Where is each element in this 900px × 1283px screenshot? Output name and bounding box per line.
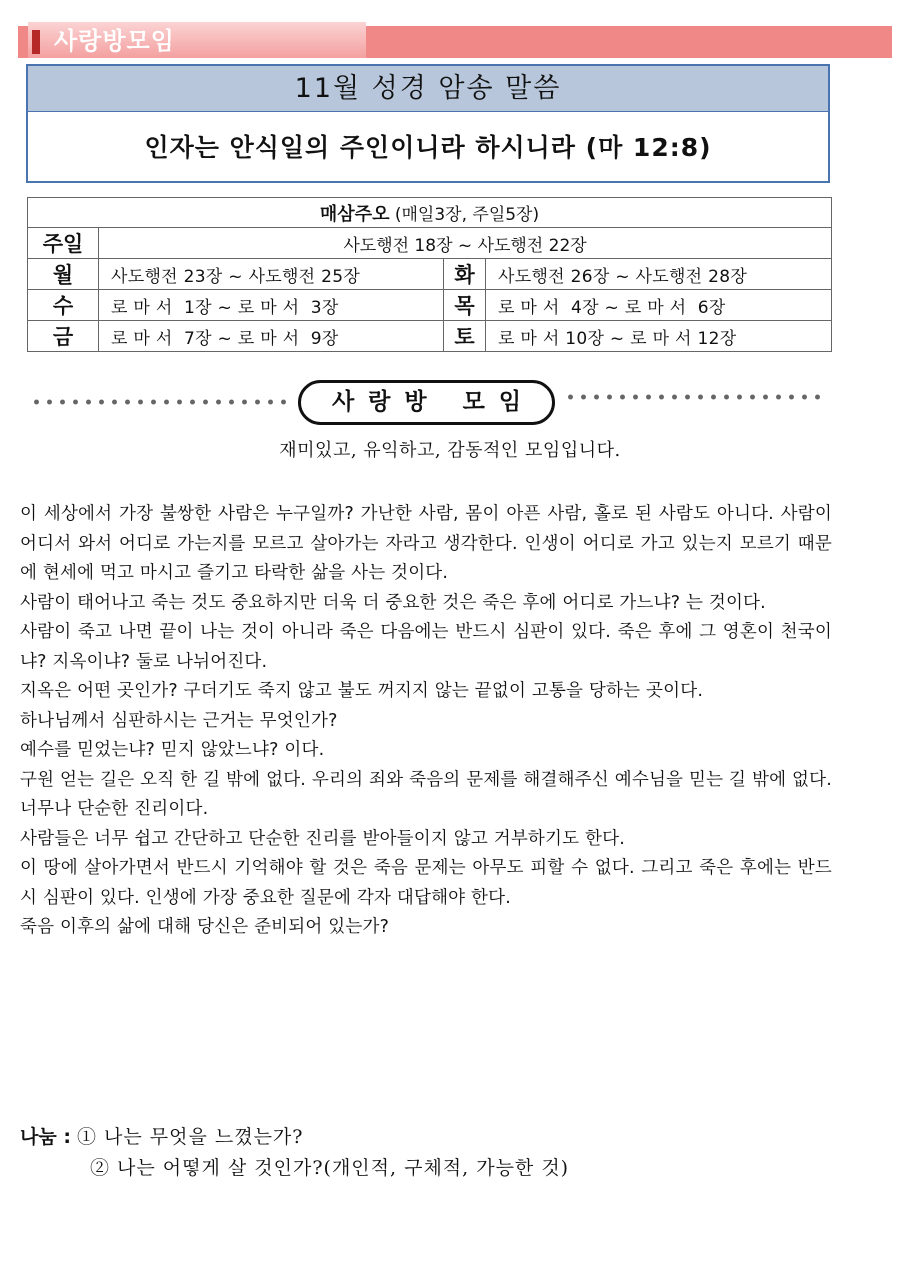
section-pill-title: 사랑방 모임	[298, 380, 555, 425]
paragraph: 예수를 믿었는냐? 믿지 않았느냐? 이다.	[20, 740, 325, 760]
day-label: 화	[444, 259, 486, 290]
memory-verse-box	[26, 64, 830, 183]
dotted-divider-left	[30, 398, 292, 406]
paragraph: 죽음 이후의 삶에 대해 당신은 준비되어 있는가?	[20, 917, 390, 937]
reading-title-row	[28, 198, 832, 228]
reading-range: 로 마 서 4장 ~ 로 마 서 6장	[486, 290, 832, 321]
dotted-divider-right	[564, 393, 826, 401]
reading-range: 사도행전 26장 ~ 사도행전 28장	[486, 259, 832, 290]
corner-decoration	[870, 0, 900, 20]
bible-reading-table	[27, 197, 832, 352]
paragraph: 지옥은 어떤 곳인가? 구더기도 죽지 않고 불도 꺼지지 않는 끝없이 고통을 당하는 곳이다.	[20, 681, 704, 701]
day-label: 주일	[28, 228, 99, 259]
memory-verse-text: 인자는 안식일의 주인이니라 하시니라 (마 12:8)	[144, 133, 712, 162]
reading-range: 사도행전 18장 ~ 사도행전 22장	[99, 228, 832, 259]
header-marker	[32, 30, 40, 54]
paragraph: 구원 얻는 길은 오직 한 길 밖에 없다. 우리의 죄와 죽음의 문제를 해결해주신 예수님을 믿는 길 밖에 없다. 너무나 단순한 진리이다.	[20, 769, 832, 819]
reading-row	[28, 290, 832, 321]
reading-range: 로 마 서 7장 ~ 로 마 서 9장	[99, 321, 444, 352]
paragraph: 하나님께서 심판하시는 근거는 무엇인가?	[20, 710, 338, 731]
sharing-question-2: ② 나는 어떻게 살 것인가?(개인적, 구체적, 가능한 것)	[90, 1157, 570, 1179]
reading-row-sunday	[28, 228, 832, 259]
paragraph: 이 땅에 살아가면서 반드시 기억해야 할 것은 죽음 문제는 아무도 피할 수 없다. 그리고 죽은 후에는 반드시 심판이 있다. 인생에 가장 중요한 질문에 각자 대답해야 한다.	[20, 858, 832, 908]
reading-range: 로 마 서 1장 ~ 로 마 서 3장	[99, 290, 444, 321]
day-label: 월	[28, 259, 99, 290]
sharing-row-1	[20, 1122, 569, 1153]
memory-verse-heading: 11월 성경 암송 말씀	[28, 66, 828, 112]
sharing-row-2	[20, 1153, 569, 1184]
reading-range: 사도행전 23장 ~ 사도행전 25장	[99, 259, 444, 290]
tagline: 재미있고, 유익하고, 감동적인 모임입니다.	[279, 440, 621, 461]
sharing-section	[20, 1122, 569, 1184]
reading-plan-title: 매삼주오	[319, 203, 390, 225]
paragraph: 사람들은 너무 쉽고 간단하고 단순한 진리를 받아들이지 않고 거부하기도 한다.	[20, 828, 625, 849]
day-label: 금	[28, 321, 99, 352]
sharing-question-1: ① 나는 무엇을 느꼈는가?	[76, 1126, 304, 1148]
header-title: 사랑방모임	[54, 27, 175, 55]
paragraph: 이 세상에서 가장 불쌍한 사람은 누구일까? 가난한 사람, 몸이 아픈 사람, 홀로 된 사람도 아니다. 사람이 어디서 와서 어디로 가는지를 모르고 살아가는 자라고 생각한다. 인생이 어디로 가고 있는지 모르기 때문에 현세에 먹고 마시고 즐기고 타락한 삶을 사는 것이다.	[20, 504, 832, 583]
day-label: 수	[28, 290, 99, 321]
reading-range: 로 마 서 10장 ~ 로 마 서 12장	[486, 321, 832, 352]
day-label: 목	[444, 290, 486, 321]
reading-plan-note: (매일3장, 주일5장)	[394, 204, 540, 225]
reading-row	[28, 259, 832, 290]
reading-row	[28, 321, 832, 352]
paragraph: 사람이 태어나고 죽는 것도 중요하지만 더욱 더 중요한 것은 죽은 후에 어디로 가느냐? 는 것이다.	[20, 592, 766, 613]
article-body	[20, 500, 832, 943]
paragraph: 사람이 죽고 나면 끝이 나는 것이 아니라 죽은 다음에는 반드시 심판이 있다. 죽은 후에 그 영혼이 천국이냐? 지옥이냐? 둘로 나뉘어진다.	[20, 622, 832, 672]
day-label: 토	[444, 321, 486, 352]
sharing-label: 나눔 :	[20, 1126, 71, 1148]
